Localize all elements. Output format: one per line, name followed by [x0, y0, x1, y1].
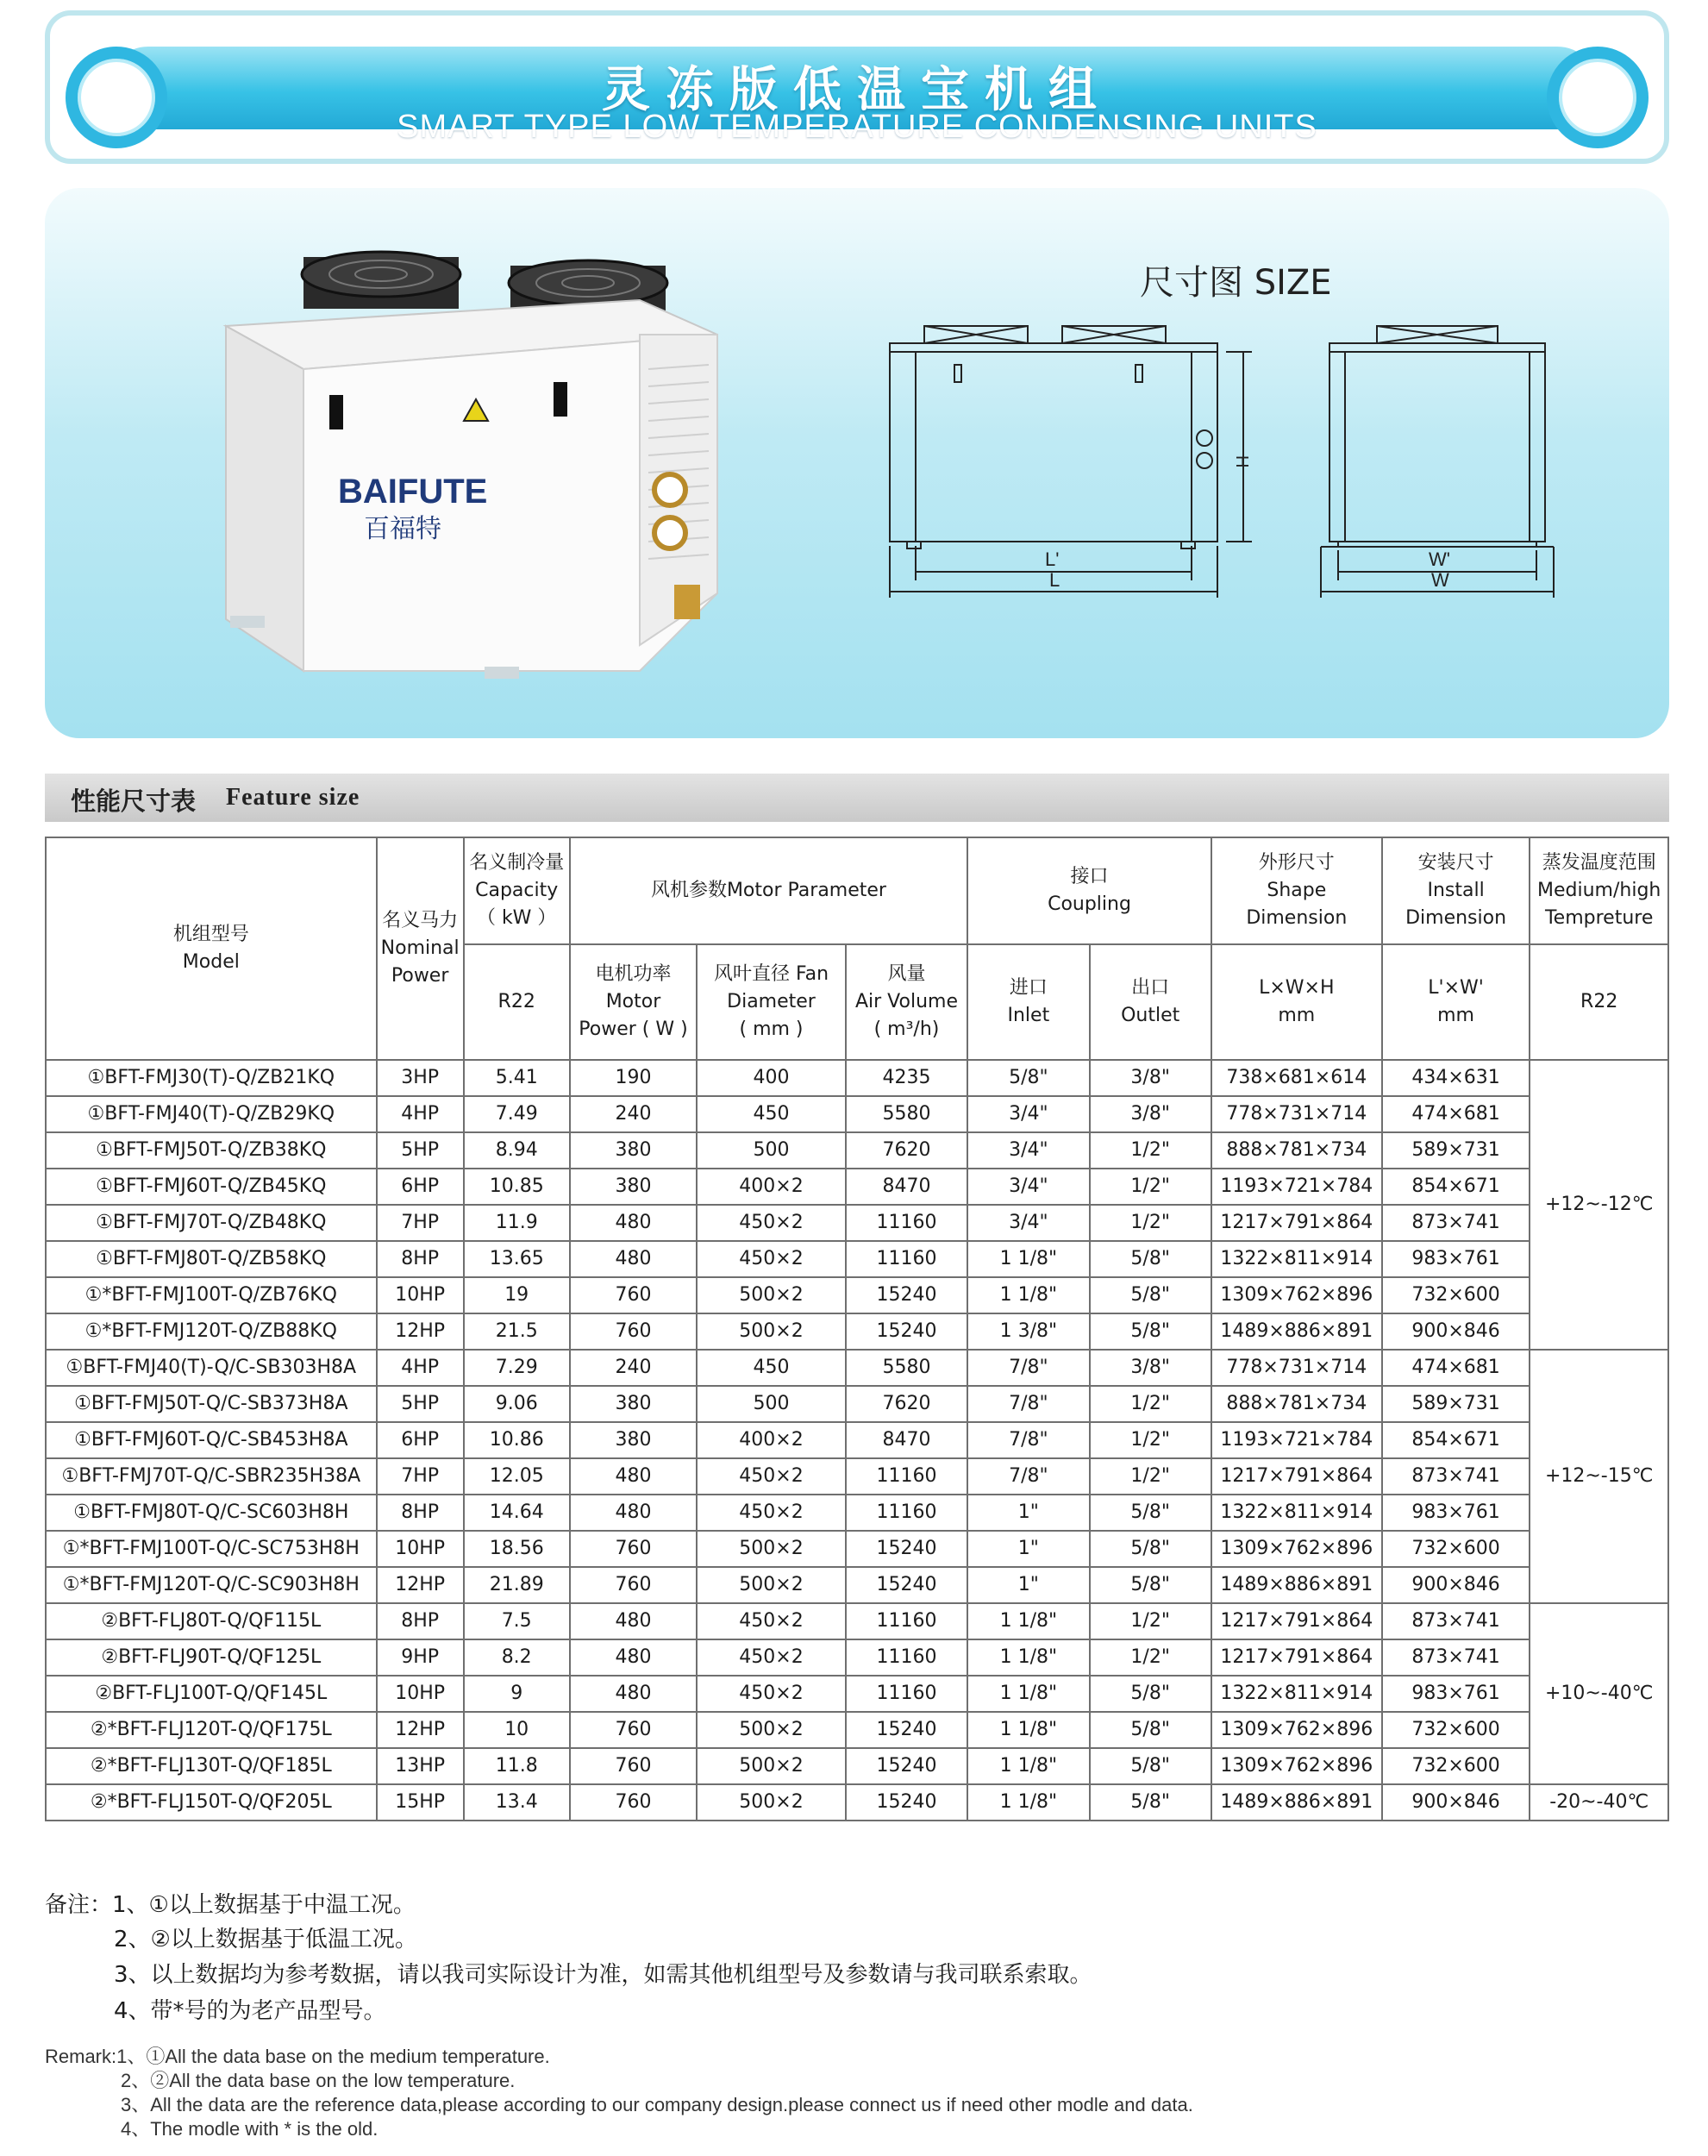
table-row [46, 1567, 1668, 1603]
table-row [46, 1205, 1668, 1241]
cell-shape-dimension: 1489×886×891 [1211, 1784, 1382, 1821]
cell-capacity: 7.5 [464, 1603, 570, 1639]
cell-install-dimension: 900×846 [1382, 1784, 1530, 1821]
table-row [46, 1350, 1668, 1386]
cell-shape-dimension: 1322×811×914 [1211, 1676, 1382, 1712]
cell-install-dimension: 732×600 [1382, 1277, 1530, 1313]
header-temperature-r22: R22 [1530, 944, 1668, 1060]
cell-shape-dimension: 778×731×714 [1211, 1096, 1382, 1132]
cell-motor-power: 380 [570, 1422, 697, 1458]
note-en-4: 4、The modle with * is the old. [121, 2118, 379, 2140]
cell-air-volume: 11160 [846, 1205, 967, 1241]
cell-nominal-power: 15HP [377, 1784, 464, 1821]
cell-inlet: 1 1/8" [967, 1784, 1089, 1821]
cell-motor-power: 480 [570, 1639, 697, 1676]
cell-nominal-power: 10HP [377, 1277, 464, 1313]
cell-capacity: 8.94 [464, 1132, 570, 1169]
cell-inlet: 1 1/8" [967, 1241, 1089, 1277]
cell-model: ②*BFT-FLJ120T-Q/QF175L [46, 1712, 377, 1748]
cell-inlet: 1" [967, 1495, 1089, 1531]
title-banner [45, 10, 1669, 164]
cell-shape-dimension: 1217×791×864 [1211, 1458, 1382, 1495]
cell-fan-diameter: 500 [697, 1386, 846, 1422]
cell-air-volume: 11160 [846, 1603, 967, 1639]
cell-inlet: 1" [967, 1531, 1089, 1567]
cell-fan-diameter: 500×2 [697, 1531, 846, 1567]
cell-model: ①BFT-FMJ40(T)-Q/ZB29KQ [46, 1096, 377, 1132]
cell-model: ①BFT-FMJ40(T)-Q/C-SB303H8A [46, 1350, 377, 1386]
cell-temperature-range: +12~-15℃ [1530, 1350, 1668, 1603]
cell-motor-power: 240 [570, 1096, 697, 1132]
cell-motor-power: 760 [570, 1712, 697, 1748]
cell-capacity: 10.85 [464, 1169, 570, 1205]
cell-fan-diameter: 450 [697, 1350, 846, 1386]
header-temperature: 蒸发温度范围 Medium/high Tempreture [1530, 837, 1668, 944]
cell-model: ①*BFT-FMJ120T-Q/ZB88KQ [46, 1313, 377, 1350]
cell-capacity: 10 [464, 1712, 570, 1748]
cell-shape-dimension: 1309×762×896 [1211, 1712, 1382, 1748]
table-row [46, 1422, 1668, 1458]
cell-model: ①*BFT-FMJ100T-Q/C-SC753H8H [46, 1531, 377, 1567]
cell-motor-power: 760 [570, 1313, 697, 1350]
cell-fan-diameter: 450×2 [697, 1676, 846, 1712]
table-row [46, 1241, 1668, 1277]
cell-capacity: 13.4 [464, 1784, 570, 1821]
cell-outlet: 1/2" [1090, 1205, 1211, 1241]
cell-install-dimension: 474×681 [1382, 1350, 1530, 1386]
header-nominal-power: 名义马力 Nominal Power [377, 837, 464, 1060]
cell-install-dimension: 983×761 [1382, 1676, 1530, 1712]
cell-shape-dimension: 1309×762×896 [1211, 1748, 1382, 1784]
cell-inlet: 3/4" [967, 1205, 1089, 1241]
cell-motor-power: 480 [570, 1676, 697, 1712]
cell-air-volume: 11160 [846, 1639, 967, 1676]
cell-nominal-power: 8HP [377, 1495, 464, 1531]
cell-air-volume: 7620 [846, 1386, 967, 1422]
header-motor-power: 电机功率 Motor Power ( W ) [570, 944, 697, 1060]
cell-shape-dimension: 1217×791×864 [1211, 1603, 1382, 1639]
cell-motor-power: 480 [570, 1205, 697, 1241]
cell-fan-diameter: 500×2 [697, 1784, 846, 1821]
cell-motor-power: 380 [570, 1386, 697, 1422]
cell-nominal-power: 12HP [377, 1313, 464, 1350]
cell-install-dimension: 900×846 [1382, 1567, 1530, 1603]
header-outlet: 出口 Outlet [1090, 944, 1211, 1060]
table-row [46, 1603, 1668, 1639]
cell-fan-diameter: 400×2 [697, 1169, 846, 1205]
cell-nominal-power: 8HP [377, 1603, 464, 1639]
cell-shape-dimension: 1489×886×891 [1211, 1313, 1382, 1350]
cell-nominal-power: 10HP [377, 1531, 464, 1567]
header-air-volume: 风量 Air Volume ( m³/h) [846, 944, 967, 1060]
cell-inlet: 1 1/8" [967, 1748, 1089, 1784]
cell-air-volume: 8470 [846, 1169, 967, 1205]
cell-temperature-range: +12~-12℃ [1530, 1060, 1668, 1350]
cell-nominal-power: 13HP [377, 1748, 464, 1784]
cell-capacity: 21.5 [464, 1313, 570, 1350]
cell-capacity: 21.89 [464, 1567, 570, 1603]
table-row [46, 1386, 1668, 1422]
table-row [46, 1639, 1668, 1676]
cell-shape-dimension: 1322×811×914 [1211, 1495, 1382, 1531]
cell-capacity: 7.29 [464, 1350, 570, 1386]
dim-label-W-prime: W' [1429, 548, 1450, 570]
cell-nominal-power: 7HP [377, 1458, 464, 1495]
cell-air-volume: 15240 [846, 1531, 967, 1567]
note-en-3: 3、All the data are the reference data,please according to our company design.please connect us if need other modle and data. [121, 2094, 1193, 2115]
cell-inlet: 1 1/8" [967, 1603, 1089, 1639]
cell-outlet: 5/8" [1090, 1712, 1211, 1748]
cell-install-dimension: 589×731 [1382, 1132, 1530, 1169]
cell-model: ①BFT-FMJ80T-Q/ZB58KQ [46, 1241, 377, 1277]
cell-motor-power: 760 [570, 1277, 697, 1313]
header-fan-diameter: 风叶直径 Fan Diameter ( mm ) [697, 944, 846, 1060]
cell-motor-power: 190 [570, 1060, 697, 1096]
cell-outlet: 1/2" [1090, 1386, 1211, 1422]
cell-nominal-power: 5HP [377, 1386, 464, 1422]
cell-motor-power: 380 [570, 1132, 697, 1169]
cell-capacity: 9 [464, 1676, 570, 1712]
cell-fan-diameter: 400×2 [697, 1422, 846, 1458]
cell-install-dimension: 900×846 [1382, 1313, 1530, 1350]
cell-fan-diameter: 500×2 [697, 1712, 846, 1748]
cell-nominal-power: 10HP [377, 1676, 464, 1712]
cell-air-volume: 5580 [846, 1096, 967, 1132]
cell-install-dimension: 474×681 [1382, 1096, 1530, 1132]
cell-air-volume: 15240 [846, 1277, 967, 1313]
table-row [46, 1748, 1668, 1784]
cell-model: ①*BFT-FMJ120T-Q/C-SC903H8H [46, 1567, 377, 1603]
cell-inlet: 1 1/8" [967, 1277, 1089, 1313]
cell-nominal-power: 4HP [377, 1096, 464, 1132]
cell-shape-dimension: 1193×721×784 [1211, 1169, 1382, 1205]
table-row [46, 1169, 1668, 1205]
cell-model: ②BFT-FLJ80T-Q/QF115L [46, 1603, 377, 1639]
cell-install-dimension: 854×671 [1382, 1422, 1530, 1458]
cell-inlet: 7/8" [967, 1422, 1089, 1458]
cell-air-volume: 15240 [846, 1784, 967, 1821]
note-cn-1: 备注：1、①以上数据基于中温工况。 [45, 1892, 416, 1918]
cell-inlet: 1 1/8" [967, 1676, 1089, 1712]
cell-temperature-range: -20~-40℃ [1530, 1784, 1668, 1821]
cell-air-volume: 11160 [846, 1241, 967, 1277]
cell-shape-dimension: 1217×791×864 [1211, 1205, 1382, 1241]
handle-icon [329, 395, 343, 429]
cell-capacity: 9.06 [464, 1386, 570, 1422]
note-cn-3: 3、以上数据均为参考数据，请以我司实际设计为准，如需其他机组型号及参数请与我司联系索取。 [114, 1962, 1092, 1988]
note-cn-4: 4、带*号的为老产品型号。 [114, 1998, 386, 2024]
cell-motor-power: 760 [570, 1784, 697, 1821]
cell-model: ①*BFT-FMJ100T-Q/ZB76KQ [46, 1277, 377, 1313]
header-inlet: 进口 Inlet [967, 944, 1089, 1060]
note-cn-2: 2、②以上数据基于低温工况。 [114, 1927, 417, 1952]
cell-outlet: 1/2" [1090, 1422, 1211, 1458]
cell-capacity: 11.8 [464, 1748, 570, 1784]
header-install-dimension: 安装尺寸 Install Dimension [1382, 837, 1530, 944]
cell-capacity: 11.9 [464, 1205, 570, 1241]
cell-motor-power: 240 [570, 1350, 697, 1386]
table-row [46, 1784, 1668, 1821]
cell-nominal-power: 9HP [377, 1639, 464, 1676]
cell-fan-diameter: 500 [697, 1132, 846, 1169]
cell-outlet: 5/8" [1090, 1241, 1211, 1277]
cell-outlet: 3/8" [1090, 1096, 1211, 1132]
cell-nominal-power: 3HP [377, 1060, 464, 1096]
cell-motor-power: 480 [570, 1458, 697, 1495]
cell-air-volume: 11160 [846, 1458, 967, 1495]
cell-nominal-power: 5HP [377, 1132, 464, 1169]
cell-fan-diameter: 500×2 [697, 1567, 846, 1603]
feature-size-title-cn: 性能尺寸表 [71, 787, 197, 816]
valve-icon [674, 585, 700, 619]
cell-inlet: 5/8" [967, 1060, 1089, 1096]
hero-panel [45, 188, 1669, 738]
cell-outlet: 5/8" [1090, 1567, 1211, 1603]
cell-outlet: 3/8" [1090, 1060, 1211, 1096]
cell-air-volume: 4235 [846, 1060, 967, 1096]
cell-air-volume: 8470 [846, 1422, 967, 1458]
table-row [46, 1676, 1668, 1712]
cell-capacity: 10.86 [464, 1422, 570, 1458]
dim-label-L: L [1049, 569, 1060, 591]
cell-shape-dimension: 1309×762×896 [1211, 1531, 1382, 1567]
cell-air-volume: 11160 [846, 1676, 967, 1712]
cell-model: ①BFT-FMJ50T-Q/ZB38KQ [46, 1132, 377, 1169]
brand-logo: BAIFUTE [338, 473, 488, 511]
cell-inlet: 3/4" [967, 1132, 1089, 1169]
cell-install-dimension: 732×600 [1382, 1748, 1530, 1784]
cell-install-dimension: 983×761 [1382, 1241, 1530, 1277]
cell-inlet: 1" [967, 1567, 1089, 1603]
cell-motor-power: 480 [570, 1495, 697, 1531]
cell-install-dimension: 873×741 [1382, 1603, 1530, 1639]
cell-inlet: 1 3/8" [967, 1313, 1089, 1350]
cell-outlet: 5/8" [1090, 1277, 1211, 1313]
cell-air-volume: 15240 [846, 1748, 967, 1784]
cell-motor-power: 480 [570, 1241, 697, 1277]
cell-model: ①BFT-FMJ50T-Q/C-SB373H8A [46, 1386, 377, 1422]
cell-shape-dimension: 1193×721×784 [1211, 1422, 1382, 1458]
cell-nominal-power: 8HP [377, 1241, 464, 1277]
header-coupling: 接口 Coupling [967, 837, 1211, 944]
table-row [46, 1132, 1668, 1169]
table-row [46, 1458, 1668, 1495]
table-row [46, 1531, 1668, 1567]
cell-outlet: 5/8" [1090, 1531, 1211, 1567]
cell-air-volume: 15240 [846, 1313, 967, 1350]
banner-title-cn: 灵冻版低温宝机组 [602, 62, 1112, 118]
cell-motor-power: 760 [570, 1531, 697, 1567]
handle-icon [554, 382, 567, 417]
cell-inlet: 1 1/8" [967, 1639, 1089, 1676]
cell-install-dimension: 732×600 [1382, 1712, 1530, 1748]
cell-fan-diameter: 500×2 [697, 1277, 846, 1313]
table-row [46, 1060, 1668, 1096]
header-model: 机组型号 Model [46, 837, 377, 1060]
cell-capacity: 13.65 [464, 1241, 570, 1277]
cell-fan-diameter: 450×2 [697, 1241, 846, 1277]
cell-shape-dimension: 1489×886×891 [1211, 1567, 1382, 1603]
cell-shape-dimension: 1309×762×896 [1211, 1277, 1382, 1313]
cell-fan-diameter: 450×2 [697, 1205, 846, 1241]
cell-inlet: 7/8" [967, 1458, 1089, 1495]
cell-model: ①BFT-FMJ70T-Q/C-SBR235H38A [46, 1458, 377, 1495]
cell-nominal-power: 4HP [377, 1350, 464, 1386]
cell-motor-power: 380 [570, 1169, 697, 1205]
condensing-unit-photo [157, 240, 778, 688]
dim-label-L-prime: L' [1045, 548, 1060, 570]
spec-table-body [46, 1060, 1668, 1821]
cell-capacity: 5.41 [464, 1060, 570, 1096]
cell-inlet: 7/8" [967, 1350, 1089, 1386]
cell-outlet: 1/2" [1090, 1132, 1211, 1169]
cell-inlet: 3/4" [967, 1096, 1089, 1132]
cell-outlet: 3/8" [1090, 1350, 1211, 1386]
table-row [46, 1313, 1668, 1350]
cell-outlet: 1/2" [1090, 1169, 1211, 1205]
fan-left-icon [302, 252, 460, 309]
size-diagram-title: 尺寸图 SIZE [1140, 263, 1332, 303]
spec-table [45, 837, 1669, 1821]
cell-outlet: 1/2" [1090, 1639, 1211, 1676]
cell-outlet: 5/8" [1090, 1676, 1211, 1712]
brand-logo-cn: 百福特 [364, 514, 441, 544]
cell-shape-dimension: 888×781×734 [1211, 1386, 1382, 1422]
feature-size-title-en: Feature size [226, 784, 360, 811]
cell-nominal-power: 12HP [377, 1712, 464, 1748]
header-shape-lwh: L×W×H mm [1211, 944, 1382, 1060]
cell-capacity: 14.64 [464, 1495, 570, 1531]
cell-capacity: 19 [464, 1277, 570, 1313]
cell-nominal-power: 6HP [377, 1169, 464, 1205]
cell-nominal-power: 6HP [377, 1422, 464, 1458]
feature-size-header [45, 774, 1669, 822]
cell-inlet: 7/8" [967, 1386, 1089, 1422]
cell-capacity: 7.49 [464, 1096, 570, 1132]
cell-nominal-power: 12HP [377, 1567, 464, 1603]
table-row [46, 1495, 1668, 1531]
header-install-lw: L'×W' mm [1382, 944, 1530, 1060]
header-shape-dimension: 外形尺寸 Shape Dimension [1211, 837, 1382, 944]
header-capacity-r22: R22 [464, 944, 570, 1060]
cell-install-dimension: 873×741 [1382, 1205, 1530, 1241]
cell-air-volume: 5580 [846, 1350, 967, 1386]
cell-air-volume: 7620 [846, 1132, 967, 1169]
cell-install-dimension: 732×600 [1382, 1531, 1530, 1567]
cell-air-volume: 11160 [846, 1495, 967, 1531]
cell-fan-diameter: 450×2 [697, 1639, 846, 1676]
cell-shape-dimension: 1322×811×914 [1211, 1241, 1382, 1277]
header-capacity: 名义制冷量 Capacity （ kW ） [464, 837, 570, 944]
cell-install-dimension: 589×731 [1382, 1386, 1530, 1422]
dim-label-W: W [1431, 569, 1449, 591]
cell-model: ②BFT-FLJ100T-Q/QF145L [46, 1676, 377, 1712]
cell-model: ①BFT-FMJ60T-Q/ZB45KQ [46, 1169, 377, 1205]
table-row [46, 1712, 1668, 1748]
cell-air-volume: 15240 [846, 1712, 967, 1748]
cell-install-dimension: 873×741 [1382, 1458, 1530, 1495]
cell-outlet: 5/8" [1090, 1495, 1211, 1531]
banner-title-en: SMART TYPE LOW TEMPERATURE CONDENSING UNITS [397, 109, 1317, 145]
cell-capacity: 12.05 [464, 1458, 570, 1495]
cell-capacity: 18.56 [464, 1531, 570, 1567]
cell-fan-diameter: 450 [697, 1096, 846, 1132]
cell-nominal-power: 7HP [377, 1205, 464, 1241]
cell-install-dimension: 983×761 [1382, 1495, 1530, 1531]
cell-model: ①BFT-FMJ30(T)-Q/ZB21KQ [46, 1060, 377, 1096]
note-en-2: 2、②All the data base on the low temperature. [121, 2070, 516, 2091]
header-motor-parameter: 风机参数Motor Parameter [570, 837, 967, 944]
dimension-front-view [873, 317, 1269, 714]
dimension-side-view [1312, 317, 1588, 714]
cell-outlet: 1/2" [1090, 1603, 1211, 1639]
cell-shape-dimension: 778×731×714 [1211, 1350, 1382, 1386]
cell-fan-diameter: 450×2 [697, 1495, 846, 1531]
cell-motor-power: 760 [570, 1567, 697, 1603]
cell-motor-power: 760 [570, 1748, 697, 1784]
cell-outlet: 5/8" [1090, 1748, 1211, 1784]
cell-model: ②*BFT-FLJ130T-Q/QF185L [46, 1748, 377, 1784]
cell-capacity: 8.2 [464, 1639, 570, 1676]
cell-shape-dimension: 738×681×614 [1211, 1060, 1382, 1096]
cell-inlet: 3/4" [967, 1169, 1089, 1205]
cell-outlet: 5/8" [1090, 1784, 1211, 1821]
cell-fan-diameter: 500×2 [697, 1748, 846, 1784]
table-row [46, 1277, 1668, 1313]
cell-model: ①BFT-FMJ60T-Q/C-SB453H8A [46, 1422, 377, 1458]
cell-air-volume: 15240 [846, 1567, 967, 1603]
cell-fan-diameter: 450×2 [697, 1458, 846, 1495]
cell-motor-power: 480 [570, 1603, 697, 1639]
cell-model: ①BFT-FMJ80T-Q/C-SC603H8H [46, 1495, 377, 1531]
cell-outlet: 5/8" [1090, 1313, 1211, 1350]
note-en-1: Remark:1、①All the data base on the medium temperature. [45, 2046, 550, 2067]
cell-model: ①BFT-FMJ70T-Q/ZB48KQ [46, 1205, 377, 1241]
dim-label-H: H [1232, 455, 1251, 468]
cell-install-dimension: 873×741 [1382, 1639, 1530, 1676]
cell-fan-diameter: 450×2 [697, 1603, 846, 1639]
cell-inlet: 1 1/8" [967, 1712, 1089, 1748]
cell-install-dimension: 434×631 [1382, 1060, 1530, 1096]
cell-model: ②*BFT-FLJ150T-Q/QF205L [46, 1784, 377, 1821]
cell-install-dimension: 854×671 [1382, 1169, 1530, 1205]
cell-temperature-range: +10~-40℃ [1530, 1603, 1668, 1784]
cell-shape-dimension: 1217×791×864 [1211, 1639, 1382, 1676]
cell-outlet: 1/2" [1090, 1458, 1211, 1495]
cell-model: ②BFT-FLJ90T-Q/QF125L [46, 1639, 377, 1676]
cell-fan-diameter: 400 [697, 1060, 846, 1096]
table-row [46, 1096, 1668, 1132]
cell-fan-diameter: 500×2 [697, 1313, 846, 1350]
cell-shape-dimension: 888×781×734 [1211, 1132, 1382, 1169]
